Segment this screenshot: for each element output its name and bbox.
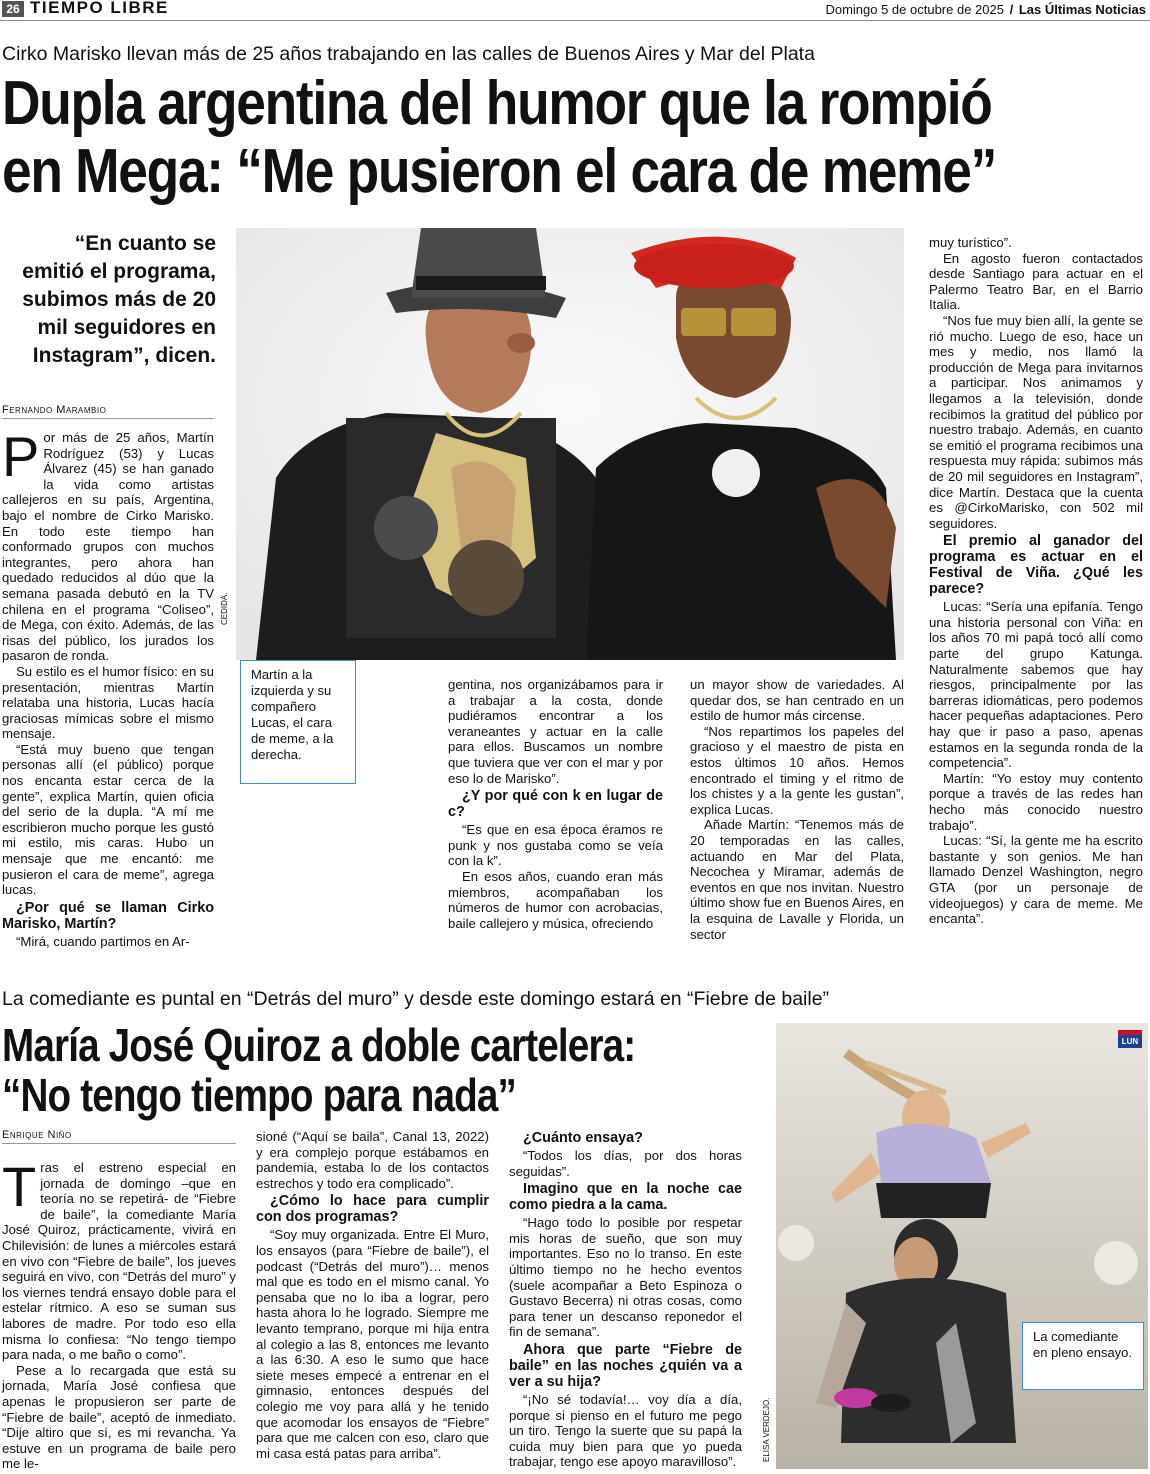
article1-photo-caption: Martín a la izquierda y su compañero Lucas, el cara de meme, a la derecha. [240,660,356,784]
paragraph: “Está muy bueno que tengan personas allí (el público) porque nos encanta estar cerca de la gente”, explica Martín, quien oficia del serio de la dupla. “A mí me escribieron mucho porque les gustó mi estilo, mis caras. Hubo un mensaje que me encantó: me pusieron el cara de meme”, agrega lucas. [2,741,214,898]
article2-column-1 [2,1155,236,1472]
paragraph: “Es que en esa época éramos re punk y nos gustaba como se veía con la k”. [448,822,663,869]
article1-column-1 [2,425,214,949]
interview-question: El premio al ganador del programa es actuar en el Festival de Viña. ¿Qué les parece? [929,533,1143,598]
paragraph: Pese a lo recargada que está su jornada, María José confiesa que apenas le propusieron ser parte de “Fiebre de baile”, aceptó de inmediato. “Dije altiro que sí, es mi revancha. Ya estuve en un programa de baile pero me le- [2,1362,236,1472]
interview-question: ¿Cómo lo hace para cumplir con dos programas? [256,1193,489,1226]
article2-column-3 [509,1128,742,1468]
dropcap: P [2,425,40,488]
paragraph: “Todos los días, por dos horas seguidas”. [509,1148,742,1179]
paragraph: muy turístico”. [929,235,1012,250]
date-text: Domingo 5 de octubre de 2025 [825,2,1004,17]
header-date [825,2,1146,17]
article1-column-3 [448,677,663,937]
lun-logo-text: LUN [1121,1037,1139,1046]
headline-line-2: “No tengo tiempo para nada” [2,1069,517,1121]
article1-pull-quote: “En cuanto se emitió el programa, subimos más de 20 mil seguidores en Instagram”, dicen. [22,232,216,367]
article1-kicker: Cirko Marisko llevan más de 25 años trabajando en las calles de Buenos Aires y Mar del Plata [2,43,815,65]
paragraph: ras el estreno especial en jornada de domingo –que en teoría no se repetirá- de “Fiebre de baile”, la comediante María José Quiroz, prácticamente, vivirá en Chilevisión: de lunes a miércoles estará en vivo con “Fiebre de baile”, los jueves seguirá en vivo, con “Detrás del muro” y los viernes tendrá ensayo doble para el estelar rítmico. A eso se suman sus labores de madre. Por todo eso ella misma lo confiesa: “No tengo tiempo para nada, o me baño o como”. [2,1160,236,1363]
paragraph: Martín: “Yo estoy muy contento porque a través de las redes han hecho más conocido nuestro trabajo”. [929,770,1143,833]
article2-kicker: La comediante es puntal en “Detrás del muro” y desde este domingo estará en “Fiebre de baile” [2,988,830,1010]
page-number: 26 [2,1,24,17]
article2-photo-badge [1118,1030,1142,1048]
paragraph: “Nos repartimos los papeles del gracioso y el maestro de pista en estos últimos 10 años. Hemos encontrado el timing y el ritmo de los chistes y a la gente les gustan”, explica Lucas. [690,723,904,817]
paragraph: or más de 25 años, Martín Rodríguez (53) y Lucas Álvarez (45) se han ganado la vida como artistas callejeros en su país, Argentina, bajo el nombre de Cirko Marisko. En todo este tiempo han conformado grupos con muchos integrantes, pero ahora han quedado reducidos al dúo que la semana pasada debutó en la TV chilena en el programa “Coliseo”, de Mega, con éxito. Además, de las risas del público, los jurados los pasaron de ronda. [2,430,214,664]
paragraph: un mayor show de variedades. Al quedar dos, se han centrado en un estilo de humor más circense. [690,677,904,724]
paragraph: sioné (“Aquí se baila”, Canal 13, 2022) y era complejo porque estábamos en pandemia, estaba lo de los contactos estrechos y todo era complicado”. [256,1129,489,1191]
paragraph: En agosto fueron contactados desde Santiago para actuar en el Palermo Teatro Bar, en el Barrio Italia. [929,250,1143,313]
paragraph: Su estilo es el humor físico: en su presentación, mientras Martín relataba una historia, Lucas hacía graciosas mímicas sobre el mismo mensaje. [2,663,214,742]
article2-column-2 [256,1129,489,1468]
article1-headline [2,70,996,206]
article1-photo-credit: CEDIDA. [220,592,229,625]
paragraph: Lucas: “Sería una epifanía. Tengo una historia personal con Viña: en los años 70 mi papá tocó allí como parte del grupo Katunga. Naturalmente sabemos que hay riesgos, principalmente por las barreras idiomáticas, pero podemos hacer pequeñas adaptaciones. Pero hay que ir paso a paso, apenas estamos en la segunda ronda de la competencia”. [929,599,1143,771]
interview-question: ¿Cuánto ensaya? [523,1130,643,1146]
paragraph: gentina, nos organizábamos para ir a trabajar a la costa, donde pudiéramos encontrar a los veraneantes y actuar en la calle para ellos. Buscamos un nombre que tuviera que ver con el mar y por eso lo de Marisko”. [448,677,663,786]
interview-question: ¿Por qué se llaman Cirko Marisko, Martín? [2,899,214,932]
paragraph: “Mirá, cuando partimos en Ar- [16,933,190,949]
interview-question: Imagino que en la noche cae como piedra a la cama. [509,1181,742,1214]
paragraph: “Soy muy organizada. Entre El Muro, los ensayos (para “Fiebre de baile”), el podcast (“Detrás del muro”)… menos mal que es todo en el mismo canal. Yo pensaba que no lo iba a lograr, pero hasta ahora lo he logrado. Siempre me levanto temprano, porque mi hija entra al colegio a las 8, entonces me levanto a las 6:30. A eso le sumo que hace siete meses empecé a entrenar en el gimnasio, entonces después del colegio me voy para allá y he tenido que acomodar los ensayos de “Fiebre” para que me calcen con eso, claro que mi casa está patas para arriba”. [256,1227,489,1461]
article1-column-4 [690,677,904,942]
article2-photo-caption: La comediante en pleno ensayo. [1022,1322,1144,1390]
dance-photo-illustration [776,1023,1148,1469]
paragraph: Lucas: “Sí, la gente me ha escrito bastante y son genios. Me han llamado Denzel Washington, negro GTA (por un personaje de videojuegos) y cara de meme. Me encanta”. [929,833,1143,927]
paragraph: Añade Martín: “Tenemos más de 20 temporadas en las calles, actuando en Mar del Plata, Necochea y Miramar, además de eventos en que nos invitan. Nuestro último show fue en Buenos Aires, en la esquina de Lavalle y Florida, un sector [690,817,904,942]
interview-question: ¿Y por qué con k en lugar de c? [448,788,663,821]
page-header [0,0,1150,21]
headline-line-1: María José Quiroz a doble cartelera: [2,1019,636,1071]
paragraph: “Hago todo lo posible por respetar mis horas de sueño, que son muy importantes. Eso no lo transo. En este último tiempo no he hecho eventos (suele acompañar a Beto Espinoza o Gustavo Becerra) ni otras cosas, como para tener un descanso reponedor el fin de semana”. [509,1215,742,1340]
article2-headline [2,1020,635,1120]
paragraph: “Nos fue muy bien allí, la gente se rió mucho. Luego de eso, hace un mes y medio, nos llamó la producción de Mega para invitarnos a participar. Nos animamos y llegamos a la televisión, donde recibimos la gratitud del público por nuestro trabajo. Además, en cuanto se emitió el programa recibimos una respuesta muy rápida: subimos más de 20 mil seguidores en Instagram”, dice Martín. Destaca que la cuenta es @CirkoMarisko, con 502 mil seguidores. [929,312,1143,531]
article1-byline: Fernando Marambio [2,404,214,419]
publication-name: Las Últimas Noticias [1018,2,1146,17]
headline-line-1: Dupla argentina del humor que la rompió [2,69,992,138]
article2-photo-credit: ELISA VERDEJO. [762,1397,771,1462]
article1-column-5 [929,235,1143,937]
interview-question: Ahora que parte “Fiebre de baile” en las noches ¿quién va a ver a su hija? [509,1341,742,1390]
duo-photo-illustration [236,228,904,660]
article1-photo [236,228,904,660]
article2-photo [776,1023,1148,1469]
article2-byline: Enrique Niño [2,1129,236,1144]
paragraph: En esos años, cuando eran más miembros, acompañaban los números de humor con acrobacias, baile callejero y música, ofreciendo [448,868,663,931]
section-title: TIEMPO LIBRE [30,0,169,17]
paragraph: “¡No sé todavía!… voy día a día, porque si pienso en el futuro me pego un tiro. Tengo la suerte que su papá la cuida muy bien para que yo pueda trabajar, tengo ese apoyo maravilloso”. [509,1391,742,1470]
date-separator: / [1009,2,1014,17]
headline-line-2: en Mega: “Me pusieron el cara de meme” [2,137,997,206]
dropcap: T [2,1155,37,1218]
